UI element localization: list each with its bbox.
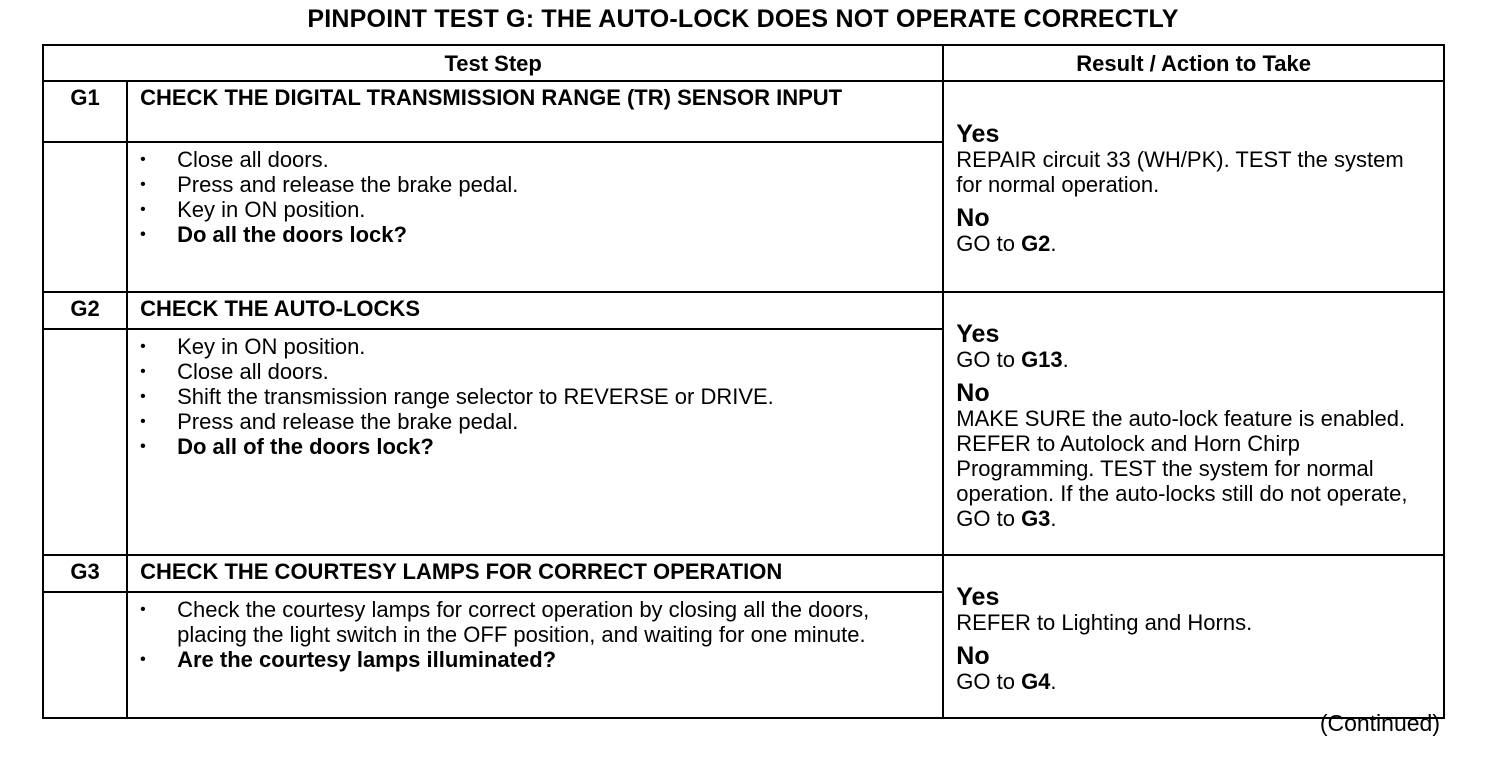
step-question: • Are the courtesy lamps illuminated? [140,647,930,672]
step-id: G2 [43,292,127,329]
step-bullet: • Close all doors. [140,359,930,384]
step-bullet: • Close all doors. [140,147,930,172]
yes-label: Yes [956,120,1000,148]
yes-label: Yes [956,319,1000,348]
step-instructions [127,142,943,292]
pinpoint-test-table [42,44,1445,719]
step-title: CHECK THE COURTESY LAMPS FOR CORRECT OPERATION [127,555,943,592]
step-id-blank [43,329,127,555]
step-question: • Do all the doors lock? [140,222,930,247]
yes-action: GO to G13. [956,346,1069,372]
continued-note: (Continued) [1319,710,1440,736]
no-action: GO to G2. [956,231,1057,256]
step-bullet: • Key in ON position. [140,334,930,359]
step-title-row [43,81,1444,142]
step-id: G3 [43,555,127,592]
step-bullet: • Shift the transmission range selector to REVERSE or DRIVE. [140,384,930,409]
step-id-blank [43,142,127,292]
page-title: PINPOINT TEST G: THE AUTO-LOCK DOES NOT OPERATE CORRECTLY [307,5,1179,33]
step-result [943,292,1444,555]
no-label: No [956,378,990,407]
no-action: MAKE SURE the auto-lock feature is enabled. REFER to Autolock and Horn Chirp Programming. TEST the system for normal operation. If the auto-locks still do not operate, GO to G3. [956,405,1408,531]
no-label: No [956,204,990,232]
step-id: G1 [43,81,127,142]
step-title: CHECK THE DIGITAL TRANSMISSION RANGE (TR) SENSOR INPUT [127,81,943,142]
header-result: Result / Action to Take [943,45,1444,81]
table-header-row [43,45,1444,81]
step-instructions [127,329,943,555]
step-instructions [127,592,943,718]
step-title-row [43,292,1444,329]
step-bullet: • Press and release the brake pedal. [140,172,930,197]
step-result [943,81,1444,292]
step-bullet: • Key in ON position. [140,197,930,222]
step-result [943,555,1444,718]
yes-label: Yes [956,582,1000,611]
yes-action: REFER to Lighting and Horns. [956,609,1253,635]
step-bullet: • Press and release the brake pedal. [140,409,930,434]
header-test-step: Test Step [43,45,943,81]
no-action: GO to G4. [956,668,1057,694]
step-id-blank [43,592,127,718]
step-question: • Do all of the doors lock? [140,434,930,459]
step-bullet: • Check the courtesy lamps for correct operation by closing all the doors, placing the light switch in the OFF position, and waiting for one minute. [140,597,930,647]
yes-action: REPAIR circuit 33 (WH/PK). TEST the system for normal operation. [956,147,1404,197]
step-title-row [43,555,1444,592]
step-title: CHECK THE AUTO-LOCKS [127,292,943,329]
no-label: No [956,641,990,670]
